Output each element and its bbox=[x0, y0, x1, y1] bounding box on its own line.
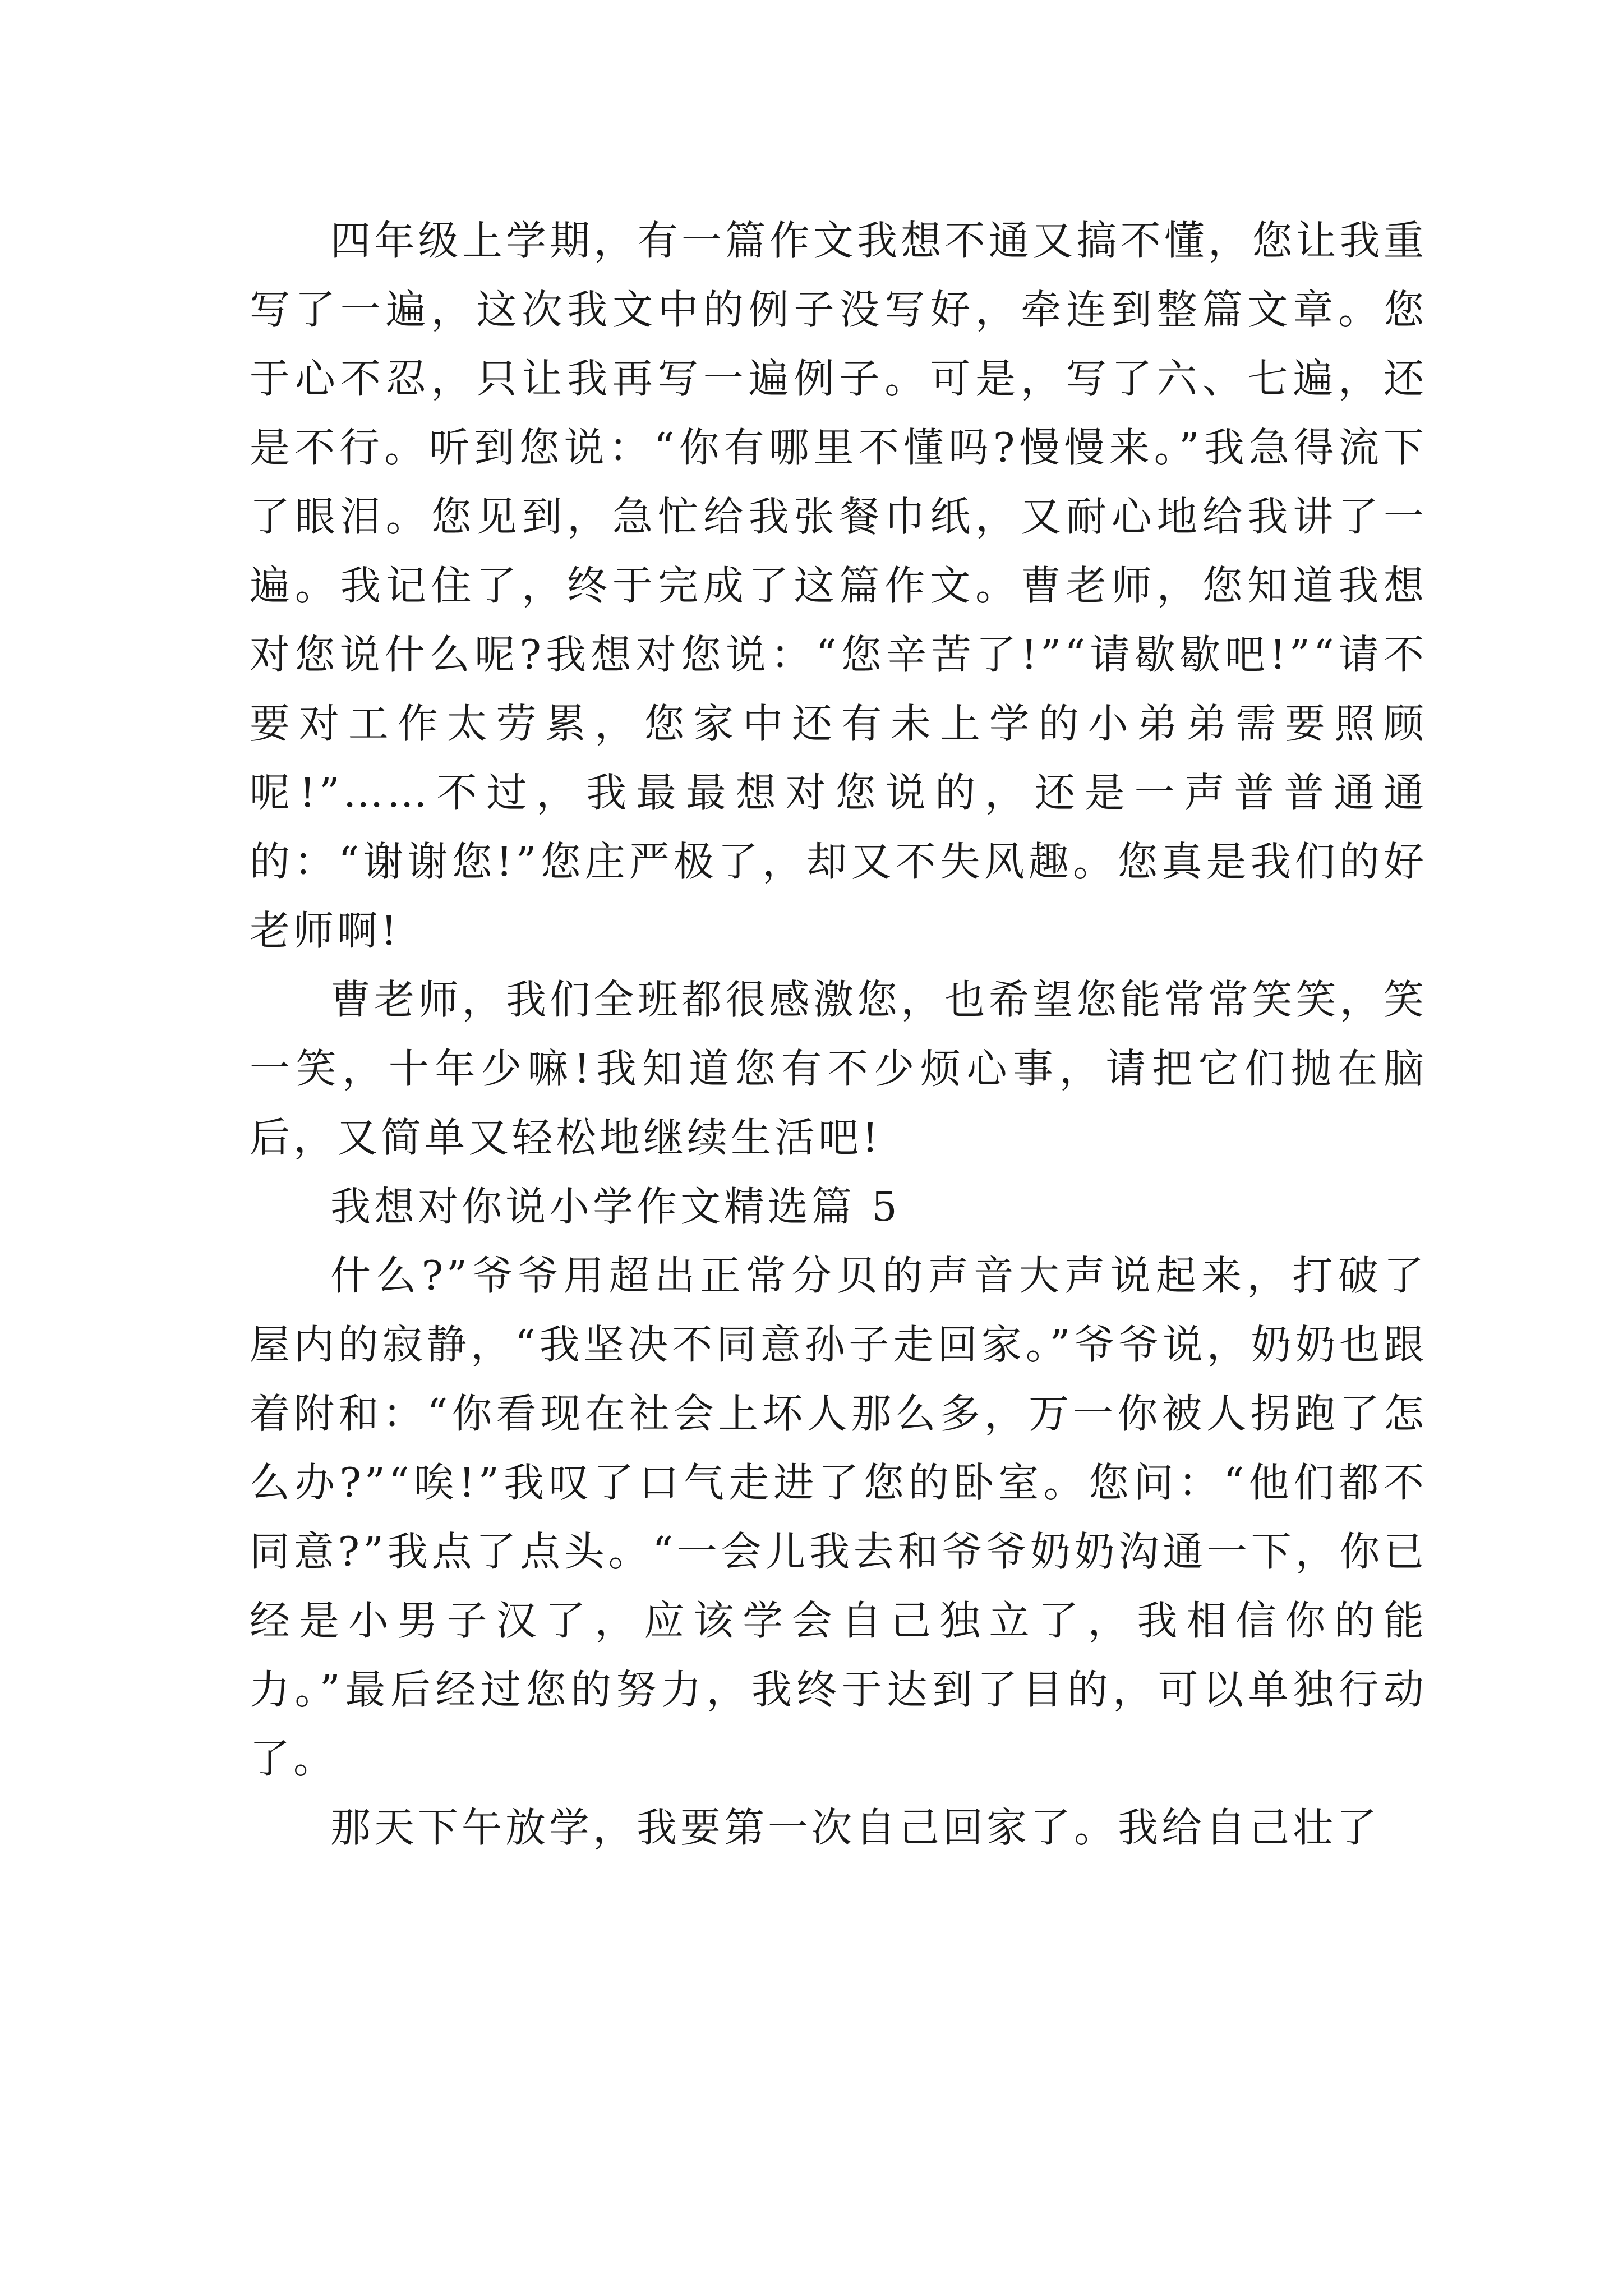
paragraph-1: 四年级上学期，有一篇作文我想不通又搞不懂，您让我重写了一遍，这次我文中的例子没写好，牵连到整篇文章。您于心不忍，只让我再写一遍例子。可是，写了六、七遍，还是不行。听到您说：“你有哪里不懂吗?慢慢来。”我急得流下了眼泪。您见到，急忙给我张餐巾纸，又耐心地给我讲了一遍。我记住了，终于完成了这篇作文。曹老师，您知道我想对您说什么呢?我想对您说：“您辛苦了!”“请歇歇吧!”“请不要对工作太劳累，您家中还有未上学的小弟弟需要照顾呢!”……不过，我最最想对您说的，还是一声普普通通的：“谢谢您!”您庄严极了，却又不失风趣。您真是我们的好老师啊! bbox=[250, 217, 1427, 954]
paragraph-3: 什么?”爷爷用超出正常分贝的声音大声说起来，打破了屋内的寂静，“我坚决不同意孙子走回家。”爷爷说，奶奶也跟着附和：“你看现在社会上坏人那么多，万一你被人拐跑了怎么办?”“唉!”我叹了口气走进了您的卧室。您问：“他们都不同意?”我点了点头。“一会儿我去和爷爷奶奶沟通一下，你已经是小男子汉了，应该学会自己独立了，我相信你的能力。”最后经过您的努力，我终于达到了目的，可以单独行动了。 bbox=[250, 1252, 1427, 1782]
paragraph-2: 曹老师，我们全班都很感激您，也希望您能常常笑笑，笑一笑，十年少嘛!我知道您有不少烦心事，请把它们抛在脑后，又简单又轻松地继续生活吧! bbox=[250, 976, 1427, 1161]
document-body bbox=[250, 206, 1427, 1862]
paragraph-4: 那天下午放学，我要第一次自己回家了。我给自己壮了 bbox=[330, 1804, 1381, 1851]
section-title: 我想对你说小学作文精选篇 5 bbox=[330, 1183, 901, 1230]
